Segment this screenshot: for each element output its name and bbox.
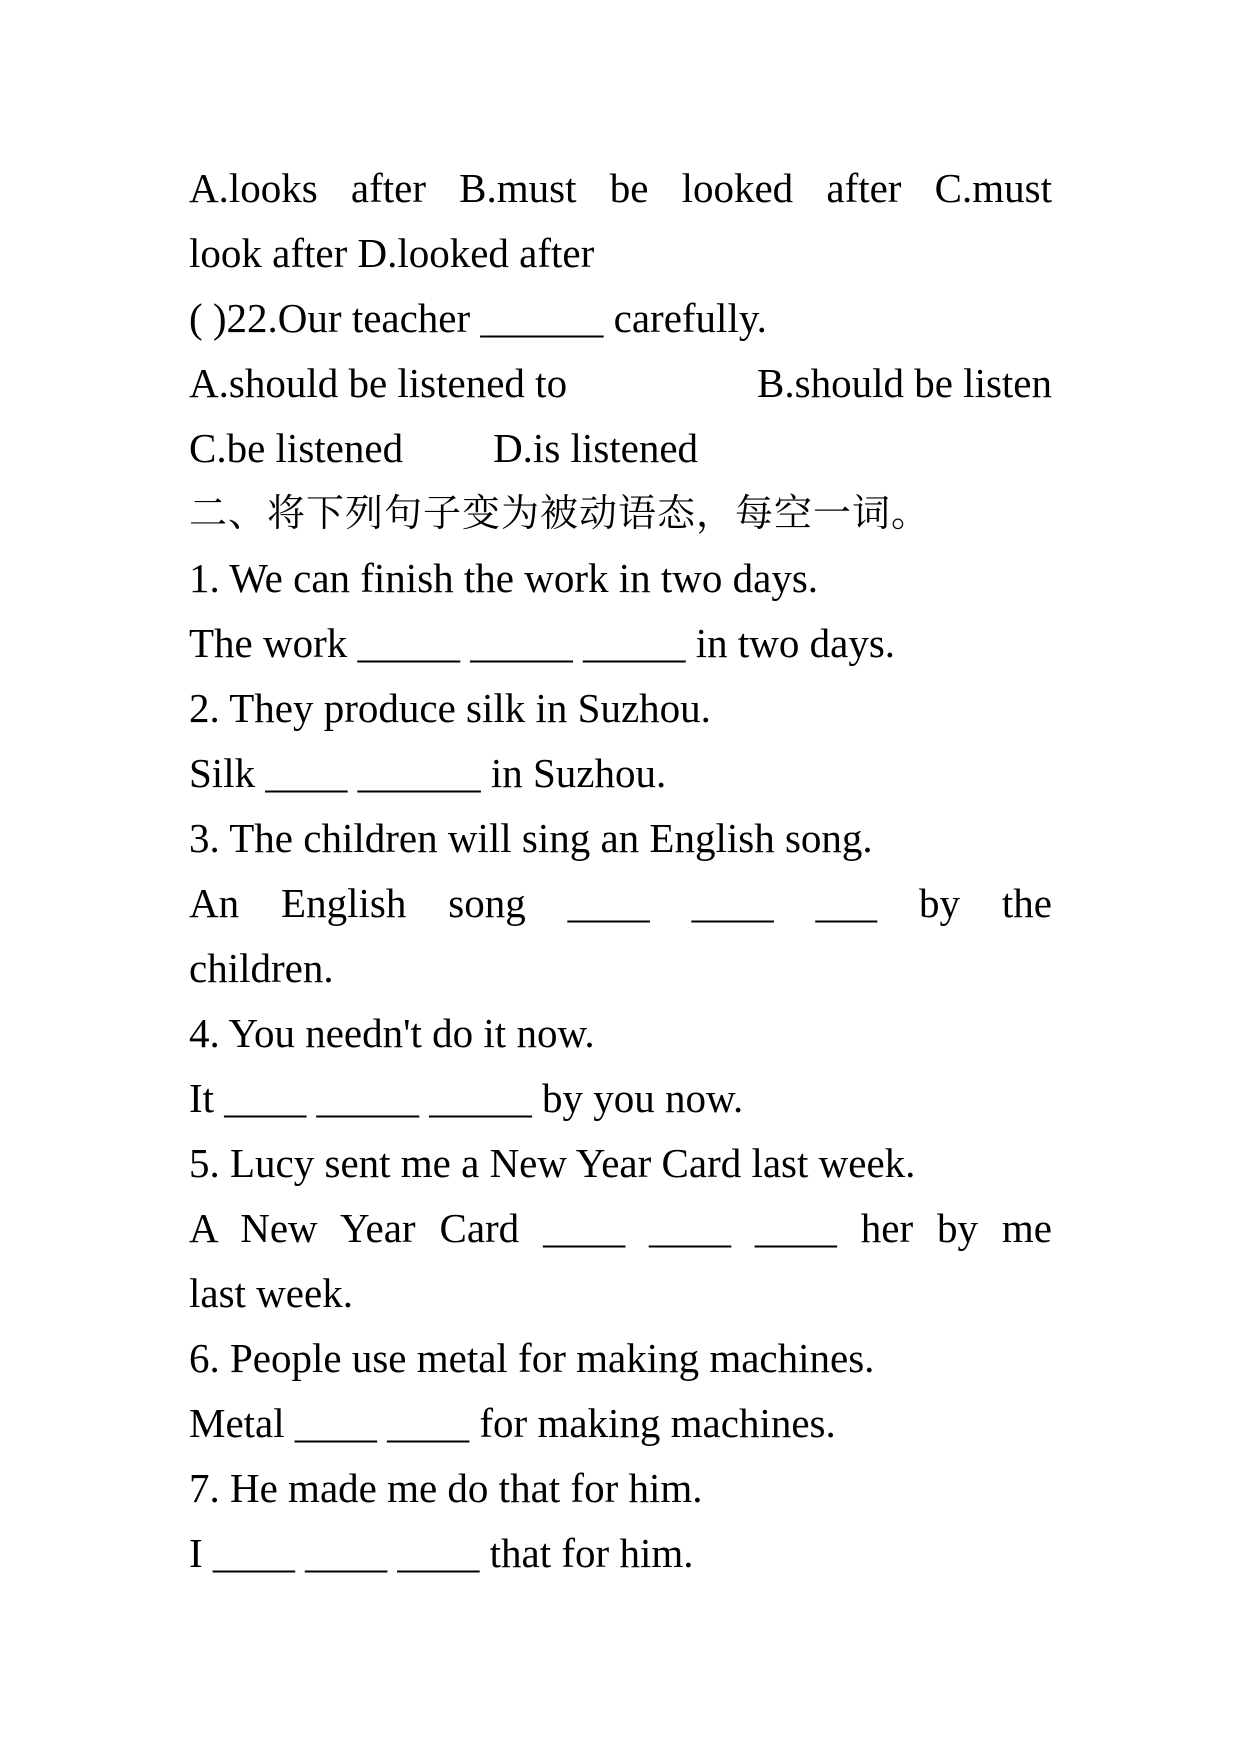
section-2-heading: 二、将下列句子变为被动语态，每空一词。 <box>189 491 931 535</box>
exercise-3-original: 3. The children will sing an English song. <box>189 815 873 861</box>
q22-stem: ( )22.Our teacher ______ carefully. <box>189 295 767 341</box>
q22-option-a: A.should be listened to <box>189 360 568 406</box>
exercise-5-original: 5. Lucy sent me a New Year Card last week. <box>189 1140 916 1186</box>
q22-option-c: C.be listened <box>189 425 404 471</box>
q22-options-row-2 <box>189 416 1052 481</box>
exercise-7-original: 7. He made me do that for him. <box>189 1465 703 1511</box>
exercise-7-rewrite: I ____ ____ ____ that for him. <box>189 1530 694 1576</box>
worksheet-page <box>189 156 1052 1586</box>
q22-options-row-1 <box>189 351 1052 416</box>
q22-option-b: B.should be listen <box>757 360 1052 406</box>
exercise-1-rewrite: The work _____ _____ _____ in two days. <box>189 620 896 666</box>
exercise-4-rewrite: It ____ _____ _____ by you now. <box>189 1075 744 1121</box>
exercise-1-original: 1. We can finish the work in two days. <box>189 555 819 601</box>
exercise-4-original: 4. You needn't do it now. <box>189 1010 595 1056</box>
q21-options-line-1: A.looks after B.must be looked after C.must <box>189 165 1052 211</box>
exercise-6-rewrite: Metal ____ ____ for making machines. <box>189 1400 836 1446</box>
exercise-5-rewrite-line-1: A New Year Card ____ ____ ____ her by me <box>189 1205 1052 1251</box>
exercise-5-rewrite-line-2: last week. <box>189 1270 353 1316</box>
exercise-3-rewrite-line-1: An English song ____ ____ ___ by the <box>189 880 1052 926</box>
q21-options-line-2: look after D.looked after <box>189 230 595 276</box>
exercise-6-original: 6. People use metal for making machines. <box>189 1335 875 1381</box>
exercise-2-rewrite: Silk ____ ______ in Suzhou. <box>189 750 667 796</box>
exercise-3-rewrite-line-2: children. <box>189 945 334 991</box>
q22-option-d: D.is listened <box>493 425 699 471</box>
exercise-2-original: 2. They produce silk in Suzhou. <box>189 685 711 731</box>
